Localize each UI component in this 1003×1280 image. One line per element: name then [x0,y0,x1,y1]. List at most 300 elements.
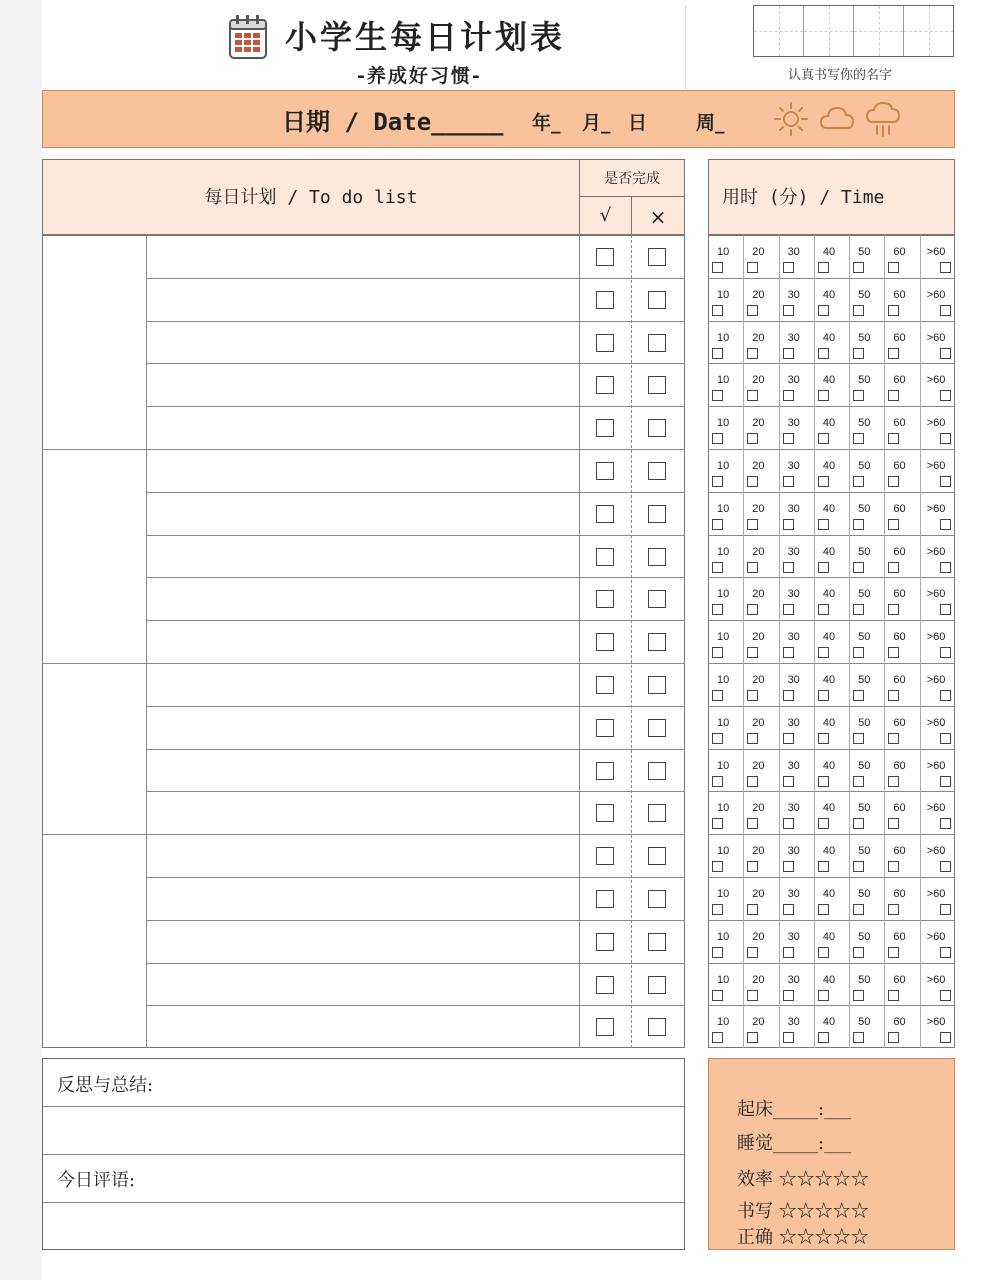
todo-item-field[interactable] [147,963,579,1006]
time-option-label: 50 [858,588,871,601]
time-option-checkbox[interactable] [783,904,794,915]
time-option-checkbox[interactable] [888,904,899,915]
not-done-checkbox[interactable] [648,933,666,951]
todo-header: 每日计划 / To do list [204,187,418,208]
time-option-label: 20 [752,845,765,858]
month-label[interactable]: 月_ [582,112,611,134]
time-option-checkbox[interactable] [783,604,794,615]
done-checkbox[interactable] [596,462,614,480]
todo-item-field[interactable] [147,235,579,278]
done-checkbox[interactable] [596,548,614,566]
time-col-divider [779,963,780,1006]
time-col-divider [920,1005,921,1048]
time-option-checkbox[interactable] [783,562,794,573]
todo-item-field[interactable] [147,620,579,663]
time-option-label: 40 [822,417,836,430]
accuracy-rating[interactable]: 正确 ☆☆☆☆☆ [737,1227,869,1248]
time-option-checkbox[interactable] [888,604,899,615]
time-option-label: 60 [893,246,906,258]
time-option-checkbox[interactable] [853,690,864,701]
done-checkbox[interactable] [596,762,614,780]
time-option-checkbox[interactable] [853,818,864,829]
time-option-checkbox[interactable] [712,262,723,273]
time-col-divider [849,363,850,406]
todo-item-field[interactable] [147,791,579,834]
time-option-checkbox[interactable] [940,861,951,872]
todo-item-field[interactable] [147,321,579,364]
time-row-divider [708,1005,955,1006]
time-option-label: >60 [926,631,946,644]
time-option-checkbox[interactable] [818,1032,829,1043]
time-col-divider [779,235,780,278]
time-option-checkbox[interactable] [940,562,951,573]
todo-item-field[interactable] [147,449,579,492]
day-label[interactable]: 日 [628,112,648,134]
time-option-checkbox[interactable] [818,904,829,915]
done-checkbox[interactable] [596,291,614,309]
time-col-divider [779,877,780,920]
time-option-label: 40 [822,973,836,986]
todo-item-field[interactable] [147,278,579,321]
time-option-checkbox[interactable] [783,818,794,829]
time-option-checkbox[interactable] [818,818,829,829]
wake-up-field[interactable]: 起床_____:___ [737,1099,852,1120]
rain-cloud-icon[interactable] [864,100,902,138]
not-done-checkbox[interactable] [648,1018,666,1036]
page-title: 小学生每日计划表 [285,18,566,56]
time-col-divider [743,577,744,620]
time-option-checkbox[interactable] [783,861,794,872]
time-option-label: 60 [893,973,906,986]
time-option-checkbox[interactable] [940,690,951,701]
time-option-checkbox[interactable] [818,476,829,487]
time-option-checkbox[interactable] [712,690,723,701]
time-col-divider [743,321,744,364]
time-col-divider [743,363,744,406]
not-done-checkbox[interactable] [648,334,666,352]
time-option-checkbox[interactable] [888,861,899,872]
time-option-label: 30 [787,502,800,515]
time-option-checkbox[interactable] [853,990,864,1001]
sun-icon[interactable] [772,100,810,138]
done-checkbox[interactable] [596,334,614,352]
time-option-label: 20 [752,802,765,815]
time-option-label: 40 [822,1016,836,1029]
todo-item-field[interactable] [147,363,579,406]
time-option-checkbox[interactable] [888,562,899,573]
time-option-label: >60 [926,802,946,815]
time-option-checkbox[interactable] [747,262,758,273]
done-checkbox[interactable] [596,847,614,865]
time-option-checkbox[interactable] [940,776,951,787]
time-option-label: 20 [752,631,765,644]
time-option-checkbox[interactable] [888,990,899,1001]
time-option-checkbox[interactable] [712,904,723,915]
time-col-divider [920,278,921,321]
not-done-checkbox[interactable] [648,976,666,994]
time-col-divider [814,535,815,578]
time-option-checkbox[interactable] [940,262,951,273]
time-option-checkbox[interactable] [747,947,758,958]
time-option-checkbox[interactable] [940,348,951,359]
done-checkbox[interactable] [596,719,614,737]
done-checkbox[interactable] [596,804,614,822]
time-option-checkbox[interactable] [747,690,758,701]
done-checkbox[interactable] [596,419,614,437]
time-option-label: 60 [893,545,906,558]
time-option-checkbox[interactable] [818,305,829,316]
time-option-checkbox[interactable] [853,433,864,444]
done-checkbox[interactable] [596,376,614,394]
category-cell[interactable] [42,834,147,1048]
time-option-checkbox[interactable] [940,818,951,829]
done-checkbox[interactable] [596,505,614,523]
time-option-checkbox[interactable] [747,733,758,744]
time-option-checkbox[interactable] [712,733,723,744]
time-option-label: 50 [858,845,871,858]
time-option-label: 10 [717,845,730,858]
time-option-checkbox[interactable] [783,690,794,701]
todo-item-field[interactable] [147,577,579,620]
time-option-label: 20 [752,460,765,472]
todo-item-field[interactable] [147,920,579,963]
time-option-checkbox[interactable] [783,348,794,359]
time-option-checkbox[interactable] [940,519,951,530]
writing-rating[interactable]: 书写 ☆☆☆☆☆ [737,1201,869,1222]
time-row-divider [708,791,955,792]
time-option-checkbox[interactable] [783,433,794,444]
time-option-checkbox[interactable] [888,476,899,487]
todo-item-field[interactable] [147,834,579,877]
time-col-divider [884,834,885,877]
time-option-checkbox[interactable] [818,990,829,1001]
time-option-label: >60 [926,716,946,729]
time-row-divider [708,920,955,921]
time-option-checkbox[interactable] [783,947,794,958]
time-option-checkbox[interactable] [783,390,794,401]
time-option-checkbox[interactable] [818,690,829,701]
time-option-checkbox[interactable] [818,433,829,444]
done-checkbox[interactable] [596,933,614,951]
time-option-label: 10 [717,502,730,515]
time-option-checkbox[interactable] [818,519,829,530]
not-done-checkbox[interactable] [648,419,666,437]
time-option-checkbox[interactable] [783,990,794,1001]
page-edge [0,0,42,1280]
time-option-label: 40 [822,802,836,815]
done-checkbox[interactable] [596,248,614,266]
time-option-checkbox[interactable] [940,647,951,658]
time-option-label: 10 [717,460,730,472]
time-col-divider [920,920,921,963]
time-col-divider [849,535,850,578]
time-option-checkbox[interactable] [888,647,899,658]
time-option-checkbox[interactable] [853,390,864,401]
time-option-checkbox[interactable] [712,604,723,615]
time-option-checkbox[interactable] [888,519,899,530]
time-option-checkbox[interactable] [783,1032,794,1043]
time-option-checkbox[interactable] [888,776,899,787]
time-option-label: 50 [858,417,871,430]
time-option-label: 60 [893,802,906,815]
time-option-checkbox[interactable] [853,348,864,359]
time-option-label: 50 [858,631,871,644]
time-option-checkbox[interactable] [712,476,723,487]
cloud-icon[interactable] [818,100,856,138]
time-option-checkbox[interactable] [853,262,864,273]
time-col-divider [814,321,815,364]
time-option-label: 40 [822,246,836,258]
time-option-checkbox[interactable] [940,1032,951,1043]
time-option-label: 10 [717,802,730,815]
time-option-checkbox[interactable] [888,305,899,316]
time-option-checkbox[interactable] [747,519,758,530]
not-done-checkbox[interactable] [648,590,666,608]
done-checkbox[interactable] [596,976,614,994]
time-option-checkbox[interactable] [783,733,794,744]
todo-item-field[interactable] [147,749,579,792]
time-option-label: 30 [787,417,800,430]
todo-item-field[interactable] [147,535,579,578]
time-option-checkbox[interactable] [853,776,864,787]
time-option-checkbox[interactable] [888,947,899,958]
time-option-label: 50 [858,716,871,729]
time-col-divider [849,278,850,321]
time-option-checkbox[interactable] [712,990,723,1001]
time-option-checkbox[interactable] [853,562,864,573]
time-option-checkbox[interactable] [940,904,951,915]
time-option-checkbox[interactable] [712,647,723,658]
check-divider [631,235,632,1048]
time-option-checkbox[interactable] [712,861,723,872]
not-done-checkbox[interactable] [648,719,666,737]
time-option-label: 50 [858,460,871,472]
time-option-checkbox[interactable] [888,390,899,401]
name-cell[interactable] [904,6,953,56]
time-col-divider [849,620,850,663]
time-option-checkbox[interactable] [853,904,864,915]
time-option-checkbox[interactable] [888,690,899,701]
not-done-checkbox[interactable] [648,676,666,694]
time-option-label: 50 [858,288,871,301]
time-option-checkbox[interactable] [940,476,951,487]
time-col-divider [920,235,921,278]
time-option-checkbox[interactable] [783,476,794,487]
time-option-label: 10 [717,246,730,258]
not-done-checkbox[interactable] [648,248,666,266]
time-option-checkbox[interactable] [747,647,758,658]
time-option-checkbox[interactable] [747,818,758,829]
time-col-divider [814,663,815,706]
time-option-checkbox[interactable] [747,1032,758,1043]
time-option-checkbox[interactable] [818,647,829,658]
time-col-divider [884,321,885,364]
time-option-checkbox[interactable] [853,476,864,487]
category-cell[interactable] [42,449,147,663]
time-option-checkbox[interactable] [747,904,758,915]
date-label[interactable]: 日期 / Date_____ [282,108,504,136]
time-option-checkbox[interactable] [747,390,758,401]
done-checkbox[interactable] [596,676,614,694]
not-done-checkbox[interactable] [648,376,666,394]
time-option-checkbox[interactable] [818,390,829,401]
time-option-checkbox[interactable] [888,433,899,444]
time-option-checkbox[interactable] [712,433,723,444]
time-option-checkbox[interactable] [712,1032,723,1043]
time-col-divider [849,791,850,834]
time-option-checkbox[interactable] [747,604,758,615]
not-done-checkbox[interactable] [648,291,666,309]
time-option-checkbox[interactable] [712,305,723,316]
time-option-checkbox[interactable] [818,947,829,958]
time-option-checkbox[interactable] [747,433,758,444]
time-row-divider [708,406,955,407]
notes-divider [43,1154,684,1155]
time-row-divider [708,706,955,707]
todo-item-field[interactable] [147,663,579,706]
time-option-checkbox[interactable] [747,305,758,316]
done-checkbox[interactable] [596,633,614,651]
name-cell[interactable] [854,6,904,56]
time-option-checkbox[interactable] [853,947,864,958]
time-option-label: >60 [926,759,946,772]
time-option-checkbox[interactable] [853,733,864,744]
time-col-divider [743,791,744,834]
time-col-divider [849,834,850,877]
time-option-checkbox[interactable] [888,1032,899,1043]
time-option-label: 20 [752,502,765,515]
time-option-checkbox[interactable] [818,348,829,359]
time-option-checkbox[interactable] [940,990,951,1001]
time-option-label: 40 [822,631,836,644]
not-done-checkbox[interactable] [648,548,666,566]
time-option-checkbox[interactable] [853,1032,864,1043]
time-option-checkbox[interactable] [712,947,723,958]
time-option-label: >60 [926,888,946,900]
todo-item-field[interactable] [147,706,579,749]
time-option-label: 60 [893,417,906,430]
time-option-checkbox[interactable] [712,348,723,359]
time-option-checkbox[interactable] [747,348,758,359]
todo-item-field[interactable] [147,492,579,535]
time-col-divider [884,535,885,578]
time-col-divider [814,749,815,792]
name-cell[interactable] [804,6,854,56]
time-option-checkbox[interactable] [940,305,951,316]
time-option-label: >60 [926,973,946,986]
name-writing-grid[interactable] [753,5,954,57]
week-label[interactable]: 周_ [696,112,725,134]
time-option-label: 10 [717,588,730,601]
not-done-checkbox[interactable] [648,462,666,480]
time-option-checkbox[interactable] [818,604,829,615]
time-option-checkbox[interactable] [818,861,829,872]
time-option-checkbox[interactable] [853,305,864,316]
time-option-checkbox[interactable] [853,604,864,615]
year-label[interactable]: 年_ [532,112,561,134]
time-option-checkbox[interactable] [712,776,723,787]
time-option-checkbox[interactable] [940,390,951,401]
time-option-checkbox[interactable] [783,647,794,658]
time-option-checkbox[interactable] [712,390,723,401]
not-done-checkbox[interactable] [648,762,666,780]
category-cell[interactable] [42,235,147,449]
not-done-checkbox[interactable] [648,633,666,651]
time-option-checkbox[interactable] [783,262,794,273]
time-option-label: 10 [717,1016,730,1029]
not-done-checkbox[interactable] [648,804,666,822]
time-option-checkbox[interactable] [783,776,794,787]
name-cell[interactable] [754,6,804,56]
time-col-divider [743,449,744,492]
time-option-label: 30 [787,246,800,258]
time-option-checkbox[interactable] [940,947,951,958]
time-option-label: 40 [822,674,836,686]
done-checkbox[interactable] [596,590,614,608]
time-option-label: 30 [787,716,800,729]
not-done-checkbox[interactable] [648,890,666,908]
time-option-checkbox[interactable] [783,305,794,316]
time-option-checkbox[interactable] [940,604,951,615]
time-option-checkbox[interactable] [818,733,829,744]
time-option-checkbox[interactable] [747,990,758,1001]
time-option-checkbox[interactable] [747,776,758,787]
not-done-checkbox[interactable] [648,505,666,523]
time-option-checkbox[interactable] [888,818,899,829]
time-option-checkbox[interactable] [853,647,864,658]
time-col-divider [814,577,815,620]
not-done-checkbox[interactable] [648,847,666,865]
time-option-checkbox[interactable] [818,262,829,273]
time-option-checkbox[interactable] [818,776,829,787]
sleep-field[interactable]: 睡觉_____:___ [737,1133,852,1154]
done-checkbox[interactable] [596,890,614,908]
time-option-checkbox[interactable] [747,562,758,573]
time-col-divider [884,706,885,749]
time-option-label: 50 [858,331,871,344]
time-option-checkbox[interactable] [888,348,899,359]
time-option-checkbox[interactable] [888,733,899,744]
time-option-checkbox[interactable] [940,433,951,444]
todo-item-field[interactable] [147,1005,579,1048]
time-option-label: 60 [893,460,906,472]
time-row-divider [708,834,955,835]
todo-item-field[interactable] [147,406,579,449]
time-option-checkbox[interactable] [747,861,758,872]
time-row-divider [708,749,955,750]
time-option-label: 20 [752,417,765,430]
time-option-label: 60 [893,374,906,387]
time-col-divider [849,663,850,706]
time-option-checkbox[interactable] [818,562,829,573]
time-option-label: 20 [752,930,765,943]
time-option-checkbox[interactable] [712,818,723,829]
time-option-checkbox[interactable] [940,733,951,744]
done-checkbox[interactable] [596,1018,614,1036]
time-col-divider [743,663,744,706]
time-option-checkbox[interactable] [712,562,723,573]
time-col-divider [849,749,850,792]
time-option-checkbox[interactable] [853,519,864,530]
time-option-checkbox[interactable] [712,519,723,530]
todo-item-field[interactable] [147,877,579,920]
time-option-checkbox[interactable] [853,861,864,872]
time-option-checkbox[interactable] [888,262,899,273]
time-option-checkbox[interactable] [783,519,794,530]
time-option-checkbox[interactable] [747,476,758,487]
category-cell[interactable] [42,663,147,834]
efficiency-rating[interactable]: 效率 ☆☆☆☆☆ [737,1169,869,1190]
